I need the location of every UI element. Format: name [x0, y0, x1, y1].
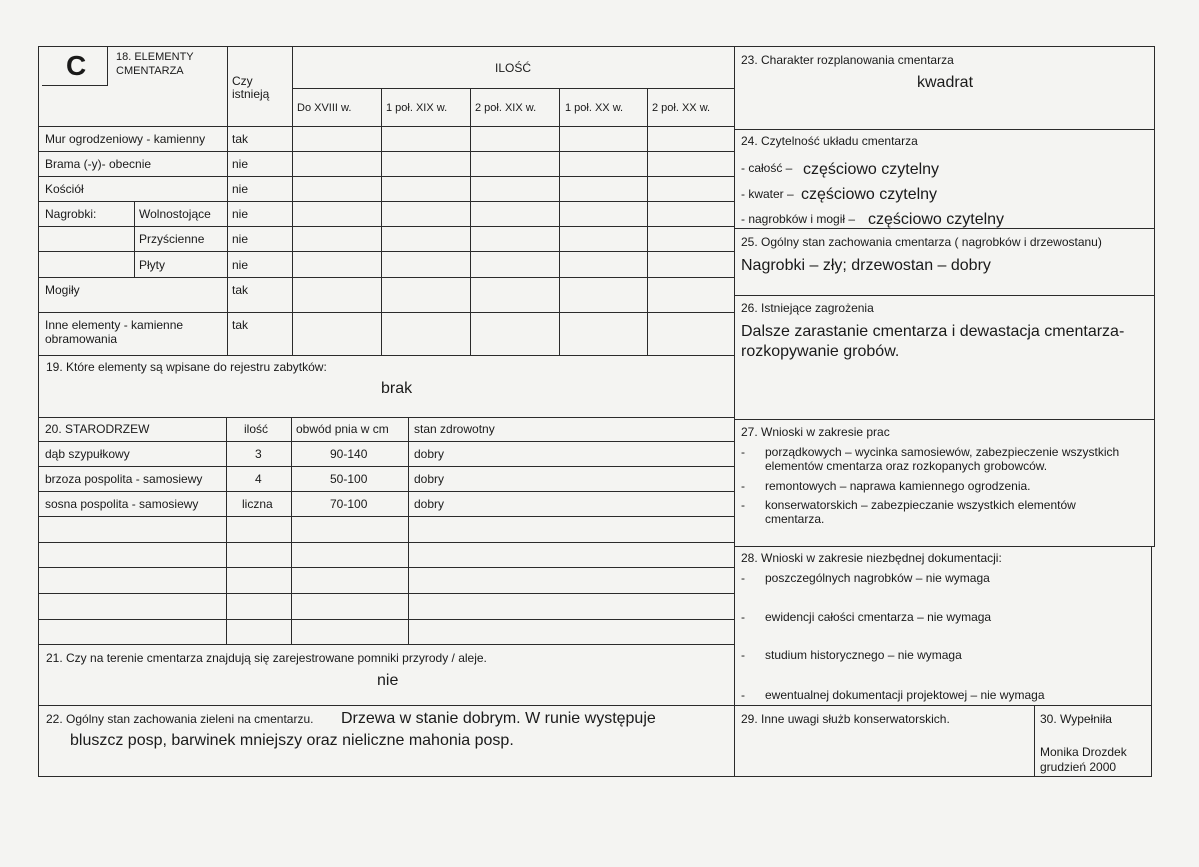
line — [38, 619, 735, 620]
element-exists: nie — [232, 232, 249, 246]
tree-girth: 50-100 — [330, 472, 368, 486]
czy-istnieja-line1: Czy — [232, 74, 253, 88]
section-18-title-line1: 18. ELEMENTY — [116, 51, 194, 63]
line — [38, 312, 735, 313]
line — [38, 355, 735, 356]
line — [470, 88, 471, 356]
element-label: Brama (-y)- obecnie — [45, 157, 152, 171]
tree-count: 4 — [255, 472, 262, 486]
line — [38, 126, 735, 127]
s24-item-value: częściowo czytelny — [801, 186, 938, 203]
element-exists: nie — [232, 157, 249, 171]
section-30-name: Monika Drozdek — [1040, 745, 1127, 759]
bullet: - — [741, 479, 745, 493]
bullet: - — [741, 571, 745, 585]
tree-count: liczna — [242, 497, 273, 511]
line — [38, 567, 735, 568]
line — [42, 85, 107, 86]
element-label: Mur ogrodzeniowy - kamienny — [45, 132, 206, 146]
element-exists: tak — [232, 318, 249, 332]
line — [559, 88, 560, 356]
ilosc-header: ILOŚĆ — [495, 61, 532, 75]
tree-girth: 90-140 — [330, 447, 368, 461]
line — [1151, 547, 1152, 777]
section-20-col-count: ilość — [244, 422, 269, 436]
line — [38, 776, 1152, 777]
tree-name: sosna pospolita - samosiewy — [45, 497, 199, 511]
line — [734, 46, 735, 777]
line — [734, 295, 1155, 296]
s24-item-label: - kwater – — [741, 187, 794, 201]
s27-item-line1: porządkowych – wycinka samosiewów, zabezpieczenie wszystkich — [765, 445, 1120, 459]
bullet: - — [741, 688, 745, 702]
section-25-title: 25. Ogólny stan zachowania cmentarza ( nagrobków i drzewostanu) — [741, 235, 1102, 249]
s24-item-label: - całość – — [741, 161, 793, 175]
section-27-title: 27. Wnioski w zakresie prac — [741, 425, 890, 439]
section-21-answer: nie — [377, 672, 399, 689]
line — [38, 46, 1155, 47]
period-col-1: Do XVIII w. — [297, 102, 352, 114]
s28-item: poszczególnych nagrobków – nie wymaga — [765, 571, 990, 585]
line — [38, 201, 735, 202]
section-22-answer-line1: Drzewa w stanie dobrym. W runie występuje — [341, 710, 656, 727]
line — [38, 491, 735, 492]
line — [734, 129, 1155, 130]
line — [291, 417, 292, 645]
section-26-title: 26. Istniejące zagrożenia — [741, 301, 874, 315]
line — [1154, 46, 1155, 547]
section-29-title: 29. Inne uwagi służb konserwatorskich. — [741, 712, 950, 726]
s27-item-line2: elementów cmentarza oraz rozkopanych grobowców. — [765, 459, 1048, 473]
line — [38, 466, 735, 467]
period-col-2: 1 poł. XIX w. — [386, 102, 448, 114]
element-label-line2: obramowania — [45, 332, 118, 346]
line — [107, 46, 108, 86]
tree-name: brzoza pospolita - samosiewy — [45, 472, 203, 486]
element-exists: tak — [232, 283, 249, 297]
line — [408, 417, 409, 645]
line — [38, 251, 735, 252]
element-exists: nie — [232, 182, 249, 196]
line — [38, 705, 735, 706]
tree-health: dobry — [414, 447, 445, 461]
line — [1034, 705, 1035, 777]
element-label: Kościół — [45, 182, 84, 196]
element-exists: nie — [232, 258, 249, 272]
line — [38, 277, 735, 278]
tree-count: 3 — [255, 447, 262, 461]
line — [734, 419, 1155, 420]
s24-item-value: częściowo czytelny — [868, 211, 1005, 228]
line — [292, 88, 734, 89]
section-30-date: grudzień 2000 — [1040, 760, 1117, 774]
period-col-4: 1 poł. XX w. — [565, 102, 624, 114]
s24-item-label: - nagrobków i mogił – — [741, 212, 856, 226]
line — [38, 593, 735, 594]
element-sublabel: Wolnostojące — [139, 207, 211, 221]
section-23-title: 23. Charakter rozplanowania cmentarza — [741, 53, 954, 67]
line — [38, 516, 735, 517]
line — [381, 88, 382, 356]
bullet: - — [741, 498, 745, 512]
section-19-question: 19. Które elementy są wpisane do rejestru zabytków: — [46, 360, 327, 374]
czy-istnieja-line2: istnieją — [232, 87, 270, 101]
bullet: - — [741, 610, 745, 624]
section-20-col-girth: obwód pnia w cm — [296, 422, 389, 436]
line — [734, 546, 1155, 547]
element-label: Nagrobki: — [45, 207, 97, 221]
section-23-answer: kwadrat — [917, 74, 974, 91]
section-19-answer: brak — [381, 380, 413, 397]
period-col-5: 2 poł. XX w. — [652, 102, 711, 114]
period-col-3: 2 poł. XIX w. — [475, 102, 537, 114]
s28-item: studium historycznego – nie wymaga — [765, 648, 962, 662]
line — [647, 88, 648, 356]
element-label: Mogiły — [45, 283, 80, 297]
section-24-title: 24. Czytelność układu cmentarza — [741, 134, 918, 148]
section-26-answer-line2: rozkopywanie grobów. — [741, 343, 900, 360]
line — [38, 176, 735, 177]
section-20-col-health: stan zdrowotny — [414, 422, 495, 436]
s27-item-line1: remontowych – naprawa kamiennego ogrodzenia. — [765, 479, 1031, 493]
section-18-title-line2: CMENTARZA — [116, 65, 184, 77]
line — [38, 417, 735, 418]
line — [38, 46, 39, 777]
section-28-title: 28. Wnioski w zakresie niezbędnej dokumentacji: — [741, 551, 1002, 565]
section-22-question: 22. Ogólny stan zachowania zieleni na cmentarzu. — [46, 712, 314, 726]
bullet: - — [741, 648, 745, 662]
s28-item: ewentualnej dokumentacji projektowej – nie wymaga — [765, 688, 1045, 702]
bullet: - — [741, 445, 745, 459]
s27-item-line2: cmentarza. — [765, 512, 825, 526]
element-label: Inne elementy - kamienne — [45, 318, 184, 332]
section-25-answer: Nagrobki – zły; drzewostan – dobry — [741, 257, 991, 274]
s28-item: ewidencji całości cmentarza – nie wymaga — [765, 610, 992, 624]
element-exists: nie — [232, 207, 249, 221]
s24-item-value: częściowo czytelny — [803, 161, 940, 178]
element-sublabel: Płyty — [139, 258, 166, 272]
line — [38, 151, 735, 152]
line — [134, 201, 135, 277]
tree-health: dobry — [414, 472, 445, 486]
tree-health: dobry — [414, 497, 445, 511]
s27-item-line1: konserwatorskich – zabezpieczanie wszystkich elementów — [765, 498, 1076, 512]
element-sublabel: Przyścienne — [139, 232, 205, 246]
section-26-answer-line1: Dalsze zarastanie cmentarza i dewastacja cmentarza- — [741, 323, 1125, 340]
tree-girth: 70-100 — [330, 497, 368, 511]
line — [226, 417, 227, 645]
line — [38, 644, 735, 645]
line — [734, 705, 1152, 706]
section-20-title: 20. STARODRZEW — [45, 422, 150, 436]
section-letter: C — [66, 50, 87, 81]
line — [38, 226, 735, 227]
section-30-title: 30. Wypełniła — [1040, 712, 1112, 726]
line — [38, 542, 735, 543]
section-21-question: 21. Czy na terenie cmentarza znajdują się zarejestrowane pomniki przyrody / aleje. — [46, 651, 487, 665]
tree-name: dąb szypułkowy — [45, 447, 130, 461]
line — [38, 441, 735, 442]
section-22-answer-line2: bluszcz posp, barwinek mniejszy oraz nieliczne mahonia posp. — [70, 732, 514, 749]
element-exists: tak — [232, 132, 249, 146]
